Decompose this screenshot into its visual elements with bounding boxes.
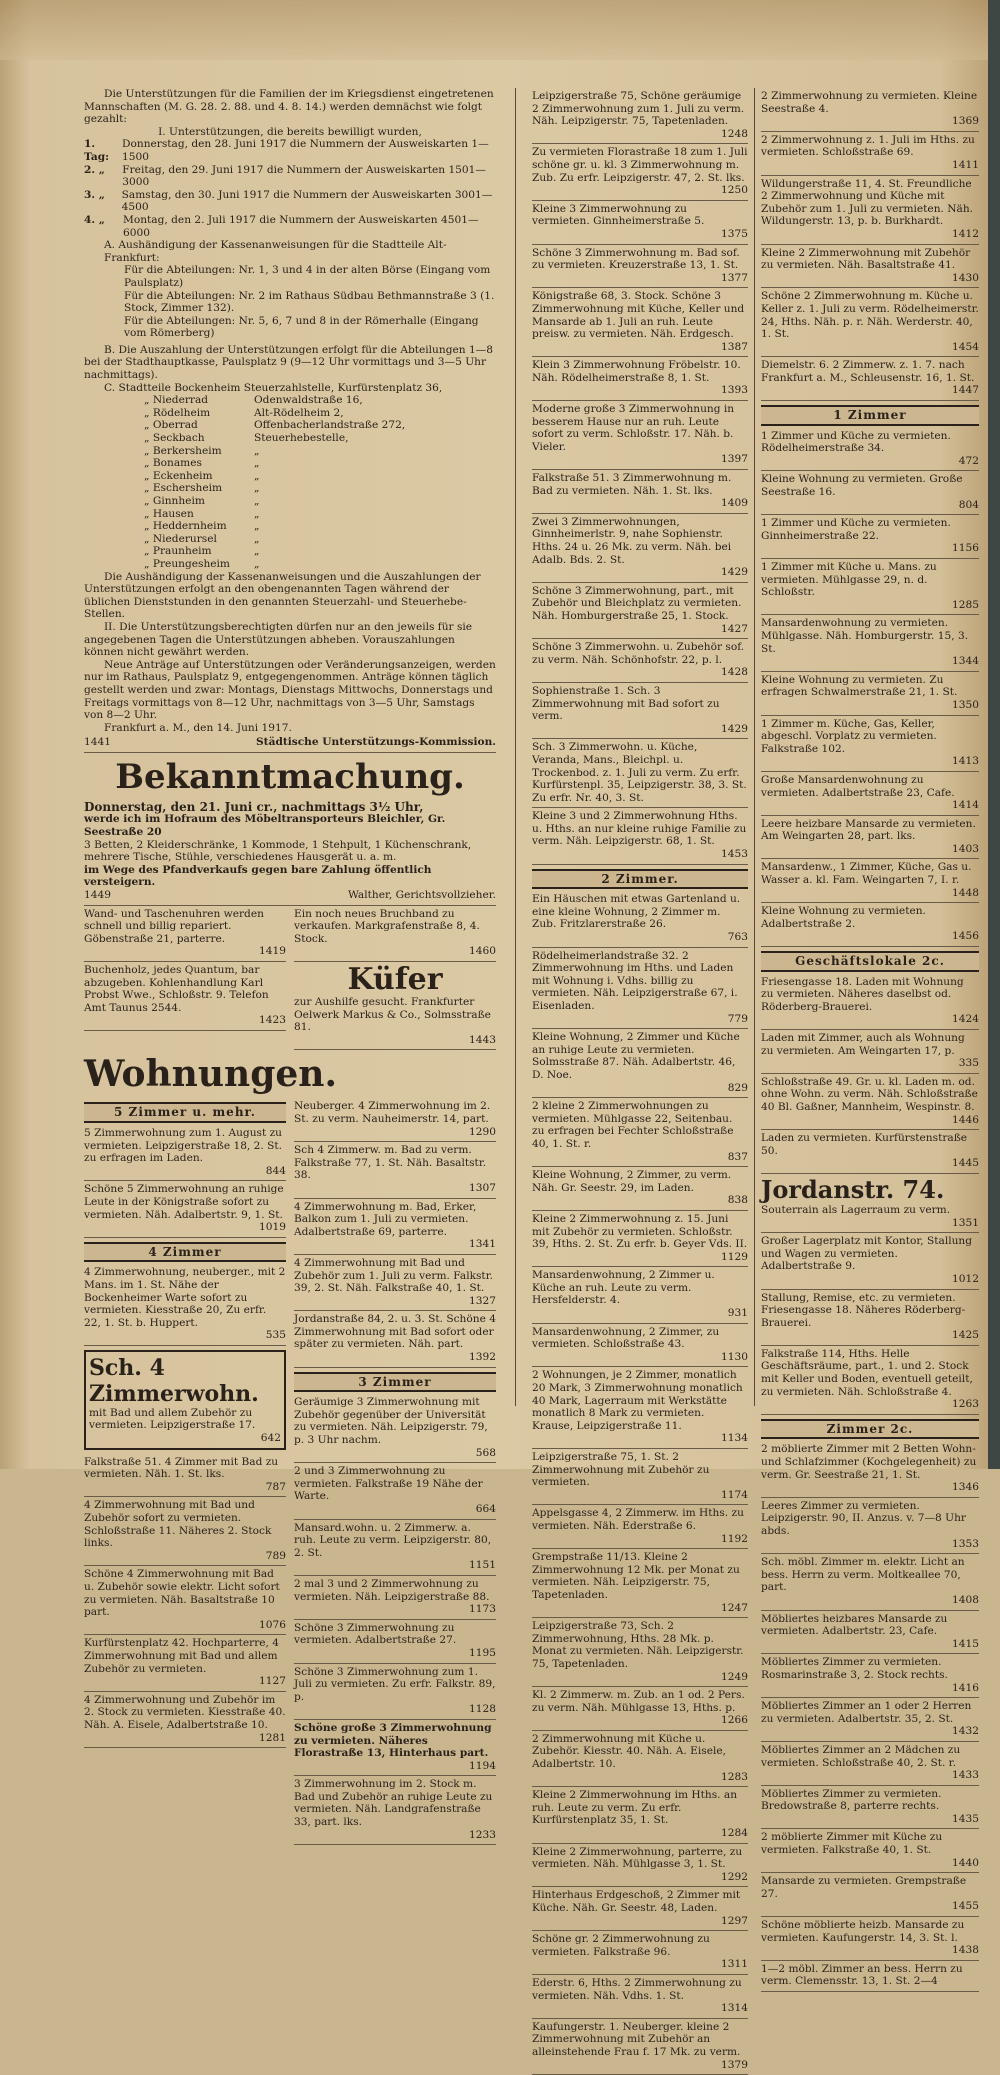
district-row: „ Hausen „ — [144, 507, 260, 520]
listing: 4 Zimmerwohnung mit Bad und Zubehör sofort zu vermieten. Schloßstraße 11. Näheres 2. Stock links. 789 — [84, 1497, 286, 1566]
ad-number: 472 — [958, 454, 979, 467]
listing — [532, 1618, 748, 1687]
listing-text: Wildungerstraße 11, 4. St. Freundliche 2 Zimmerwohnung und Küche mit Zubehör zum 1. Juli zu vermieten. Näh. Wildungerstr. 13, p. b. Burkhardt. — [761, 177, 974, 228]
listing-text: Ederstr. 6, Hths. 2 Zimmerwohnung zu vermieten. Näh. Vdhs. 1. St. — [532, 1976, 742, 2002]
section-I: I. Unterstützungen, die bereits bewilligt wurden, — [158, 125, 422, 138]
listing-text: Leipzigerstraße 75, Schöne geräumige 2 Zimmerwohnung zum 1. Juli zu verm. Näh. Leipzigerstr. 75, Tapetenladen. — [532, 90, 745, 128]
listing-text: Schöne 3 Zimmerwohnung, part., mit Zubehör und Bleichplatz zu vermieten. Näh. Homburgerstraße 25, 1. Stock. — [532, 584, 742, 622]
listing — [761, 974, 979, 1030]
ad-number: 1263 — [952, 1398, 979, 1411]
listing: 3 Zimmerwohnung im 2. Stock m. Bad und Zubehör an ruhige Leute zu vermieten. Näh. Landgrafenstraße 33, part. lks. 1233 — [294, 1776, 496, 1845]
listing-text: Zu vermieten Florastraße 18 zum 1. Juli schöne gr. u. kl. 3 Zimmerwohnung m. Zub. Zu erfr. Leipzigerstr. 47, 2. St. lks. — [532, 146, 748, 184]
payment-day: 2. „ Freitag, den 29. Juni 1917 die Nummern der Ausweiskarten 1501—3000 — [84, 163, 486, 189]
listing — [532, 2019, 748, 2075]
listing-text: Klein 3 Zimmerwohnung Fröbelstr. 10. Näh. Rödelheimerstraße 8, 1. St. — [532, 359, 741, 384]
listing — [761, 132, 979, 176]
listing-text: Schloßstraße 49. Gr. u. kl. Laden m. od. ohne Wohn. zu verm. Näh. Schloßstraße 40 Bl. Gaßner, Mannheim, Wespinstr. 8. — [761, 1075, 978, 1113]
district-row: „ Niederrad Odenwaldstraße 16, — [144, 394, 363, 407]
ad-number: 1379 — [721, 2058, 748, 2071]
listing-text: Möbliertes Zimmer an 2 Mädchen zu vermieten. Schloßstraße 40, 2. St. r. — [761, 1743, 961, 1769]
wohnungen-title: Wohnungen. — [84, 1053, 337, 1096]
ad-number: 1447 — [952, 384, 979, 397]
listing-text: Falkstraße 51. 3 Zimmerwohnung m. Bad zu vermieten. Näh. 1. St. lks. — [532, 472, 732, 497]
listing — [532, 1975, 748, 2019]
listing — [761, 428, 979, 472]
ad-number: 1430 — [952, 271, 979, 284]
listing — [532, 1029, 748, 1098]
listing — [761, 1074, 979, 1130]
listing: Schöne 5 Zimmerwohnung an ruhige Leute in der Königstraße sofort zu vermieten. Näh. Adalbertstr. 9, 1. St. 1019 — [84, 1181, 286, 1237]
listing-text: 2 Zimmerwohnung zu vermieten. Kleine Seestraße 4. — [761, 90, 978, 115]
ad-number: 1375 — [721, 227, 748, 240]
district-row: „ Preungesheim „ — [144, 557, 260, 570]
listing — [761, 615, 979, 671]
district-row: „ Ginnheim „ — [144, 495, 260, 507]
ad-number: 1248 — [721, 127, 748, 140]
listing — [761, 672, 979, 716]
section-C: C. Stadtteile Bockenheim Steuerzahlstelle, Kurfürstenplatz 36, — [104, 381, 443, 394]
listing-text: Schöne 2 Zimmerwohnung m. Küche u. Keller z. 1. Juli zu verm. Rödelheimerstr. 24, Hths. Näh. p. r. Näh. Werderstr. 40, 1. St. — [761, 290, 979, 341]
ad-number: 1409 — [721, 497, 748, 510]
ad-number: 1403 — [952, 842, 979, 855]
wohnungen-columns — [84, 1098, 496, 1845]
ad-number: 763 — [727, 931, 748, 944]
ad-number: 1415 — [952, 1637, 979, 1650]
listing — [532, 1787, 748, 1843]
ad-number: 1435 — [952, 1812, 979, 1825]
listing-text: Kleine Wohnung zu vermieten. Große Seestraße 16. — [761, 473, 963, 499]
listing-text: Kleine Wohnung zu vermieten. Adalbertstraße 2. — [761, 905, 926, 930]
ad-number: 1446 — [952, 1113, 979, 1126]
listing — [761, 1346, 979, 1415]
listing-text: Mansardenw., 1 Zimmer, Küche, Gas u. Wasser a. kl. Fam. Weingarten 7, I. r. — [761, 861, 972, 887]
ad-number: 1351 — [952, 1216, 979, 1229]
listing — [532, 1931, 748, 1975]
listing — [532, 1449, 748, 1505]
listing-text: Mansarde zu vermieten. Grempstraße 27. — [761, 1875, 967, 1900]
listing: 2 mal 3 und 2 Zimmerwohnung zu vermieten. Näh. Leipzigerstraße 88. 1173 — [294, 1576, 496, 1620]
ad-number: 1455 — [952, 1900, 979, 1913]
listing-text: Leipzigerstraße 75, 1. St. 2 Zimmerwohnung mit Zubehör zu vermieten. — [532, 1451, 710, 1489]
ad-number: 1412 — [952, 227, 979, 240]
listing — [761, 288, 979, 357]
listing-text: Falkstraße 114, Hths. Helle Geschäftsräume, part., 1. und 2. Stock mit Keller und Boden, eventuell geteilt, zu vermieten. Näh. Schloßstraße 4. — [761, 1347, 973, 1398]
section-header-3-zimmer: 3 Zimmer — [294, 1372, 496, 1393]
listing — [532, 1098, 748, 1167]
ad-number: 1012 — [952, 1272, 979, 1285]
listing-text: Appelsgasse 4, 2 Zimmerw. im Hths. zu vermieten. Näh. Ederstraße 6. — [532, 1507, 744, 1532]
listing-text: Sch. möbl. Zimmer m. elektr. Licht an bess. Herrn zu verm. Moltkeallee 70, part. — [761, 1556, 965, 1594]
listing — [761, 1290, 979, 1346]
ad-number: 1453 — [721, 848, 748, 861]
payment-day: 3. „ Samstag, den 30. Juni 1917 die Nummern der Ausweiskarten 3001—4500 — [84, 188, 493, 214]
listing-text: Leipzigerstraße 73, Sch. 2 Zimmerwohnung, Hths. 28 Mk. p. Monat zu vermieten. Näh. Leipzigerstr. 75, Tapetenladen. — [532, 1620, 744, 1670]
ad-number: 1433 — [952, 1769, 979, 1782]
listing — [532, 1549, 748, 1618]
ad-number: 1369 — [952, 115, 979, 128]
ad-number: 1297 — [721, 1914, 748, 1927]
listing-text: Möbliertes Zimmer zu vermieten. Rosmarinstraße 3, 2. Stock rechts. — [761, 1656, 948, 1681]
listing-text: Möbliertes Zimmer zu vermieten. Bredowstraße 8, parterre rechts. — [761, 1787, 942, 1813]
listing: 4 Zimmerwohnung m. Bad, Erker, Balkon zum 1. Juli zu vermieten. Adalbertstraße 69, parterre. 1341 — [294, 1199, 496, 1255]
section-header: 1 Zimmer — [761, 405, 979, 426]
listing — [761, 1233, 979, 1289]
listing-text: Zwei 3 Zimmerwohnungen, Ginnheimerlstr. 9, nahe Sophienstr. Hths. 24 u. 26 Mk. zu verm. Näh. bei Adalb. Bds. 2. St. — [532, 515, 732, 566]
listing — [532, 1844, 748, 1888]
column-rule — [515, 88, 516, 1406]
listing — [532, 144, 748, 200]
listing-text: 2 Zimmerwohnung z. 1. Juli im Hths. zu vermieten. Schloßstraße 69. — [761, 133, 975, 159]
section-A-line: Für die Abteilungen: Nr. 2 im Rathaus Südbau Bethmannstraße 3 (1. Stock, Zimmer 132). — [124, 289, 495, 315]
listing — [761, 1174, 979, 1233]
ad-number: 1428 — [721, 666, 748, 679]
listing: 4 Zimmerwohnung und Zubehör im 2. Stock zu vermieten. Kiesstraße 40. Näh. A. Eisele, Adalbertstraße 10. 1281 — [84, 1692, 286, 1748]
listing-text: 2 möblierte Zimmer mit Küche zu vermieten. Falkstraße 40, 1. St. — [761, 1831, 943, 1857]
announcement-intro: Die Unterstützungen für die Familien der im Kriegsdienst eingetretenen Mannschaften (M. G. 28. 2. 88. und 4. 8. 14.) werden demnächst wie folgt gezahlt: — [84, 88, 494, 126]
listing — [532, 808, 748, 864]
listing: 4 Zimmerwohnung, neuberger., mit 2 Mans. im 1. St. Nähe der Bockenheimer Warte sofort zu vermieten. Kiesstraße 20, Zu erfr. 22, 1. St. b. Huppert. 535 — [84, 1264, 286, 1346]
ad-number: 1448 — [952, 886, 979, 899]
listing — [761, 1961, 979, 1992]
listing-text: Sch. 3 Zimmerwohn. u. Küche, Veranda, Mans., Bleichpl. u. Trockenbod. z. 1. Juli zu verm. Zu erfr. Kurfürstenpl. 35, Leipzigerstr. 38, 3. St. Zu erfr. Nr. 40, 3. St. — [532, 741, 747, 804]
ad-number: 779 — [727, 1012, 748, 1025]
district-row: „ Rödelheim Alt-Rödelheim 2, — [144, 406, 344, 419]
listing — [532, 245, 748, 289]
listing-text: Laden zu vermieten. Kurfürstenstraße 50. — [761, 1132, 968, 1157]
payment-day: 4. „ Montag, den 2. Juli 1917 die Nummern der Ausweiskarten 4501—6000 — [84, 213, 479, 239]
listing — [532, 1731, 748, 1787]
listing: Neuberger. 4 Zimmerwohnung im 2. St. zu verm. Nauheimerstr. 14, part. 1290 — [294, 1098, 496, 1142]
listing: Kurfürstenplatz 42. Hochparterre, 4 Zimmerwohnung mit Bad und allem Zubehör zu vermieten. 1127 — [84, 1635, 286, 1691]
district-row: „ Eckenheim „ — [144, 469, 260, 482]
ad-brennholz: Buchenholz, jedes Quantum, bar abzugeben. Kohlenhandlung Karl Probst Wwe., Schloßstr. 9. Telefon Amt Taunus 2544. 1423 — [84, 962, 286, 1031]
ad-number: 1156 — [952, 542, 979, 555]
ad-number: 1440 — [952, 1856, 979, 1869]
listing-text: Schöne gr. 2 Zimmerwohnung zu vermieten. Falkstraße 96. — [532, 1933, 710, 1958]
listing — [761, 1130, 979, 1174]
column-1 — [84, 88, 496, 1845]
column-3 — [761, 88, 979, 1992]
ad-number: 1408 — [952, 1593, 979, 1606]
listing — [532, 288, 748, 357]
ad-number: 1344 — [952, 655, 979, 668]
listing: Geräumige 3 Zimmerwohnung mit Zubehör gegenüber der Universität zu vermieten. Näh. Leipzigerstr. 79, p. 3 Uhr nachm. 568 — [294, 1394, 496, 1463]
ad-number: 1411 — [952, 158, 979, 171]
ad-number: 1284 — [721, 1827, 748, 1840]
listing-text: Mansardenwohnung, 2 Zimmer, zu vermieten. Schloßstraße 43. — [532, 1325, 720, 1351]
listing — [761, 515, 979, 559]
listing-text: Diemelstr. 6. 2 Zimmerw. z. 1. 7. nach Frankfurt a. M., Schleusenstr. 16, 1. St. — [761, 359, 975, 384]
signature-date: Frankfurt a. M., den 14. Juni 1917. — [104, 721, 292, 734]
listing — [761, 245, 979, 289]
closing-paragraph: Die Aushändigung der Kassenanweisungen und die Auszahlungen der Unterstützungen erfolgt an den obengenannten Tagen während der üblichen Dienststunden in den genannten Steuerzahl- und Steuerhebe-Stellen. — [84, 570, 481, 621]
listing — [532, 1687, 748, 1731]
ad-number: 1311 — [721, 1958, 748, 1971]
listing — [761, 1441, 979, 1497]
ad-number: 1414 — [952, 799, 979, 812]
listing-text: Leeres Zimmer zu vermieten. Leipzigerstr. 90, II. Anzus. v. 7—8 Uhr abds. — [761, 1499, 966, 1537]
listing — [761, 88, 979, 132]
listing-text: 1 Zimmer und Küche zu vermieten. Ginnheimerstraße 22. — [761, 517, 951, 542]
listing-text: Ein Häuschen mit etwas Gartenland u. eine kleine Wohnung, 2 Zimmer m. Zub. Fritzlarerstraße 26. — [532, 893, 741, 931]
ad-number: 1454 — [952, 340, 979, 353]
ad-number: 1266 — [721, 1714, 748, 1727]
listing: 4 Zimmerwohnung mit Bad und Zubehör zum 1. Juli zu verm. Falkstr. 39, 2. St. Näh. Falkstraße 40, 1. St. 1327 — [294, 1255, 496, 1311]
ad-bruchband: Ein noch neues Bruchband zu verkaufen. Markgrafenstraße 8, 4. Stock. 1460 — [294, 906, 496, 962]
payment-day: 1. Tag: Donnerstag, den 28. Juni 1917 die Nummern der Ausweiskarten 1—1500 — [84, 138, 489, 163]
section-header: Geschäftslokale 2c. — [761, 951, 979, 972]
district-row: „ Praunheim „ — [144, 545, 260, 558]
listing: Schöne 3 Zimmerwohnung zu vermieten. Adalbertstraße 27. 1195 — [294, 1620, 496, 1664]
ad-uhren: Wand- und Taschenuhren werden schnell und billig repariert. Göbenstraße 21, parterre. 1419 — [84, 906, 286, 962]
listing — [761, 1030, 979, 1074]
signature-org: Städtische Unterstützungs-Kommission. — [256, 736, 496, 749]
listing-text: Möbliertes heizbares Mansarde zu vermieten. Adalbertstr. 23, Cafe. — [761, 1612, 948, 1638]
listing — [532, 739, 748, 808]
listing-text: Kleine Wohnung zu vermieten. Zu erfragen Schwalmerstraße 21, 1. St. — [761, 673, 958, 699]
listing-text: Schöne möblierte heizb. Mansarde zu vermieten. Kaufungerstr. 14, 3. St. l. — [761, 1919, 965, 1944]
listing — [532, 401, 748, 470]
ad-number: 1424 — [952, 1013, 979, 1026]
section-header: Zimmer 2c. — [761, 1419, 979, 1440]
ad-number: 1445 — [952, 1157, 979, 1170]
listing-text: Rödelheimerlandstraße 32. 2 Zimmerwohnung im Hths. und Laden mit Wohnung i. Vdhs. billig zu vermieten. Näh. Leipzigerstraße 67, i. Eisenladen. — [532, 949, 738, 1012]
listing-text: 1 Zimmer m. Küche, Gas, Keller, abgeschl. Vorplatz zu vermieten. Falkstraße 102. — [761, 717, 937, 755]
listing — [532, 514, 748, 583]
listing-text: Kleine Wohnung, 2 Zimmer und Küche an ruhige Leute zu vermieten. Solmsstraße 87. Näh. Adalbertstr. 46, D. Noe. — [532, 1031, 740, 1081]
book-binding — [988, 0, 1000, 1469]
section-B: B. Die Auszahlung der Unterstützungen erfolgt für die Abteilungen 1—8 bei der Stadthauptkasse, Paulsplatz 9 (9—12 Uhr vormittags und 3—5 Uhr nachmittags). — [84, 343, 494, 382]
small-ads-row — [84, 906, 496, 1051]
section-II: II. Die Unterstützungsberechtigten dürfen nur an den jeweils für sie angegebenen Tagen die Unterstützungen abheben. Vorauszahlungen können nicht gewährt werden. — [84, 620, 473, 659]
listing — [761, 1829, 979, 1873]
ad-number: 1350 — [952, 698, 979, 711]
listing: Schöne 3 Zimmerwohnung zum 1. Juli zu vermieten. Zu erfr. Falkstr. 89, p. 1128 — [294, 1664, 496, 1720]
listing-text: Mansardenwohnung zu vermieten. Mühlgasse. Näh. Homburgerstr. 15, 3. St. — [761, 617, 969, 655]
listing: Jordanstraße 84, 2. u. 3. St. Schöne 4 Zimmerwohnung mit Bad sofort oder später zu vermieten. Näh. part. 1392 — [294, 1311, 496, 1367]
listing — [761, 1698, 979, 1742]
column-2 — [532, 88, 748, 2075]
ad-number: 829 — [727, 1081, 748, 1094]
ad-number: 1292 — [721, 1870, 748, 1883]
listing — [532, 1167, 748, 1211]
ad-kuefer: Küfer zur Aushilfe gesucht. Frankfurter Oelwerk Markus & Co., Solmsstraße 81. 1443 — [294, 962, 496, 1050]
ad-number: 1432 — [952, 1725, 979, 1738]
ad-number: 1174 — [721, 1488, 748, 1501]
listing-text: 2 Zimmerwohnung mit Küche u. Zubehör. Kiesstr. 40. Näh. A. Eisele, Adalbertstr. 10. — [532, 1732, 727, 1771]
ad-number: 1353 — [952, 1537, 979, 1550]
ad-number: 1247 — [721, 1601, 748, 1614]
listing — [761, 716, 979, 772]
ad-number: 1377 — [721, 271, 748, 284]
listing-text: 1 Zimmer mit Küche u. Mans. zu vermieten. Mühlgasse 29, n. d. Schloßstr. — [761, 561, 937, 599]
listing — [761, 1786, 979, 1830]
listing — [532, 683, 748, 739]
closing-paragraph-2: Neue Anträge auf Unterstützungen oder Veränderungsanzeigen, werden nur im Rathaus, Paulsplatz 9, entgegengenommen. Anträge können täglich gestellt werden und zwar: Montags, Dienstags Mittwochs, Donnerstags und Freitags vormittags von 8—12 Uhr, nachmittags von 3—5 Uhr, Samstags von 8—2 Uhr. — [84, 658, 496, 722]
signature-row — [84, 734, 496, 753]
ad-number: 1393 — [721, 384, 748, 397]
listing-text: Kaufungerstr. 1. Neuberger. kleine 2 Zimmerwohnung mit Zubehör an alleinstehende Frau f. 17 Mk. zu verm. — [532, 2020, 741, 2058]
listing: Sch 4 Zimmerw. m. Bad zu verm. Falkstraße 77, 1. St. Näh. Basaltstr. 38. 1307 — [294, 1142, 496, 1198]
listing-text: Leere heizbare Mansarde zu vermieten. Am Weingarten 28, part. lks. — [761, 817, 976, 843]
ad-number: 1314 — [721, 2002, 748, 2015]
listing-boxed: Sch. 4 Zimmerwohn. mit Bad und allem Zubehör zu vermieten. Leipzigerstraße 17. 642 — [84, 1350, 286, 1450]
listing-text: Mansardenwohnung, 2 Zimmer u. Küche an ruh. Leute zu verm. Hersfelderstr. 4. — [532, 1269, 715, 1307]
listing-text: Hinterhaus Erdgeschoß, 2 Zimmer mit Küche. Näh. Gr. Seestr. 48, Laden. — [532, 1889, 741, 1914]
listing — [532, 88, 748, 144]
section-header-4-zimmer: 4 Zimmer — [84, 1242, 286, 1263]
listing — [532, 470, 748, 514]
listing-text: 1 Zimmer und Küche zu vermieten. Rödelheimerstraße 34. — [761, 429, 951, 455]
ad-number: 1250 — [721, 184, 748, 197]
listing-text: Große Mansardenwohnung zu vermieten. Adalbertstraße 23, Cafe. — [761, 773, 955, 799]
section-header: 2 Zimmer. — [532, 869, 748, 890]
listing-text: Kl. 2 Zimmerw. m. Zub. an 1 od. 2 Pers. zu verm. Näh. Mühlgasse 13, Hths. p. — [532, 1689, 745, 1714]
section-A: A. Aushändigung der Kassenanweisungen für die Stadtteile Alt-Frankfurt: — [104, 239, 447, 264]
bekanntmachung-ad: Donnerstag, den 21. Juni cr., nachmittags 3½ Uhr, werde ich im Hofraum des Möbeltransporteurs Bleichler, Gr. Seestraße 20 3 Betten, 2 Kleiderschränke, 1 Kommode, 1 Stehpult, 1 Küchenschrank, mehrere Tische, Stühle, verschiedenes Hausgerät u. a. m. im Wege des Pfandverkaufs gegen bare Zahlung öffentlich versteigern. 1449 Walther, Gerichtsvollzieher. — [84, 799, 496, 906]
listing — [761, 176, 979, 245]
payment-days — [84, 138, 496, 239]
listing — [761, 903, 979, 947]
listing — [761, 1873, 979, 1917]
listing — [532, 1367, 748, 1449]
listing: 2 und 3 Zimmerwohnung zu vermieten. Falkstraße 19 Nähe der Warte. 664 — [294, 1463, 496, 1519]
ad-number: 1346 — [952, 1481, 979, 1494]
listing — [761, 1554, 979, 1610]
listing — [532, 1505, 748, 1549]
ad-number: 1249 — [721, 1670, 748, 1683]
listing — [761, 1917, 979, 1961]
section-A-line: Für die Abteilungen: Nr. 5, 6, 7 und 8 in der Römerhalle (Eingang vom Römerberg) — [124, 314, 479, 340]
district-row: „ Heddernheim „ — [144, 520, 260, 533]
bekanntmachung-title: Bekanntmachung. — [115, 756, 465, 797]
listing — [761, 1654, 979, 1698]
ad-number: 335 — [958, 1057, 979, 1070]
listing — [532, 948, 748, 1030]
listing-text: Stallung, Remise, etc. zu vermieten. Friesengasse 18. Näheres Röderberg-Brauerei. — [761, 1291, 966, 1329]
listing-text: 2 möblierte Zimmer mit 2 Betten Wohn- und Schlafzimmer (Kochgelegenheit) zu verm. Gr. Seestraße 21, 1. St. — [761, 1443, 977, 1481]
ad-number: 1129 — [721, 1250, 748, 1263]
listing — [532, 357, 748, 401]
listing — [532, 583, 748, 639]
listing — [761, 816, 979, 860]
district-row: „ Oberrad Offenbacherlandstraße 272, — [144, 419, 406, 432]
column-rule — [754, 88, 755, 1406]
listing — [761, 859, 979, 903]
listing-text: Großer Lagerplatz mit Kontor, Stallung und Wagen zu vermieten. Adalbertstraße 9. — [761, 1235, 973, 1273]
listing — [532, 639, 748, 683]
listing-text: Moderne große 3 Zimmerwohnung in besserem Hause nur an ruh. Leute sofort zu verm. Schloßstr. 17. Näh. b. Vieler. — [532, 403, 735, 453]
listing — [532, 891, 748, 947]
listing-text: Kleine 2 Zimmerwohnung im Hths. an ruh. Leute zu verm. Zu erfr. Kurfürstenplatz 35, 1. St. — [532, 1789, 738, 1827]
listing-text: 1—2 möbl. Zimmer an bess. Herrn zu verm. Clemensstr. 13, 1. St. 2—4 — [761, 1962, 963, 1988]
listing-text: Sophienstraße 1. Sch. 3 Zimmerwohnung mit Bad sofort zu verm. — [532, 684, 720, 723]
ad-number: 838 — [727, 1194, 748, 1207]
listing-text: Kleine Wohnung, 2 Zimmer, zu verm. Näh. Gr. Seestr. 29, im Laden. — [532, 1169, 732, 1194]
district-row: „ Bonames „ — [144, 457, 260, 470]
listing — [761, 357, 979, 401]
district-row: „ Niederursel „ — [144, 532, 260, 545]
listing — [761, 471, 979, 515]
listing — [532, 1267, 748, 1323]
ad-number: 1283 — [721, 1770, 748, 1783]
listing-text: Schöne 3 Zimmerwohnung m. Bad sof. zu vermieten. Kreuzerstraße 13, 1. St. — [532, 246, 740, 272]
listing-text: Kleine 3 Zimmerwohnung zu vermieten. Ginnheimerstraße 5. — [532, 202, 705, 228]
listing: Schöne große 3 Zimmerwohnung zu vermieten. Näheres Florastraße 13, Hinterhaus part. 1194 — [294, 1720, 496, 1776]
listing — [761, 1742, 979, 1786]
ad-number: 1387 — [721, 340, 748, 353]
ad-number: 804 — [958, 498, 979, 511]
district-row: „ Seckbach Steuerhebestelle, — [144, 432, 349, 445]
listing — [761, 772, 979, 816]
listing-text: Möbliertes Zimmer an 1 oder 2 Herren zu vermieten. Adalbertstr. 35, 2. St. — [761, 1700, 972, 1725]
ad-number: 931 — [727, 1307, 748, 1320]
district-list — [84, 394, 496, 570]
listing — [761, 559, 979, 615]
listing-text: Kleine 3 und 2 Zimmerwohnung Hths. u. Hths. an nur kleine ruhige Familie zu verm. Näh. Leipzigerstr. 68, 1. St. — [532, 810, 747, 848]
ad-number: 837 — [727, 1150, 748, 1163]
district-row: „ Berkersheim „ — [144, 444, 260, 457]
ad-number: 1441 — [84, 736, 111, 749]
listing — [532, 1887, 748, 1931]
section-A-line: Für die Abteilungen: Nr. 1, 3 und 4 in der alten Börse (Eingang vom Paulsplatz) — [124, 264, 491, 289]
listing-text: Schöne 3 Zimmerwohn. u. Zubehör sof. zu verm. Näh. Schönhofstr. 22, p. l. — [532, 641, 745, 666]
listing — [761, 1498, 979, 1554]
listing — [761, 1611, 979, 1655]
listing-text: 2 kleine 2 Zimmerwohnungen zu vermieten. Mühlgasse 22, Seitenbau. zu erfragen bei Fechter Schloßstraße 40, 1. St. r. — [532, 1100, 734, 1150]
ad-number: 1429 — [721, 722, 748, 735]
ad-number: 1425 — [952, 1329, 979, 1342]
listing — [532, 1324, 748, 1368]
district-row: „ Eschersheim „ — [144, 482, 260, 495]
ad-number: 1416 — [952, 1681, 979, 1694]
listing-text: Kleine 2 Zimmerwohnung mit Zubehör zu vermieten. Näh. Basaltstraße 41. — [761, 246, 971, 272]
listing-text: Grempstraße 11/13. Kleine 2 Zimmerwohnung 12 Mk. per Monat zu vermieten. Näh. Leipzigerstr. 75, Tapetenladen. — [532, 1551, 740, 1601]
listing-text: Königstraße 68, 3. Stock. Schöne 3 Zimmerwohnung mit Küche, Keller und Mansarde ab 1. Juli an ruh. Leute preisw. zu vermieten. Näh. Erdgesch. — [532, 290, 745, 341]
listing-text: 2 Wohnungen, je 2 Zimmer, monatlich 20 Mark, 3 Zimmerwohnung monatlich 40 Mark, Lagerraum mit Werkstätte monatlich 8 Mark zu vermieten. Krause, Leipzigerstraße 11. — [532, 1369, 743, 1432]
listing — [532, 1211, 748, 1267]
listing-text: Kleine 2 Zimmerwohnung z. 15. Juni mit Zubehör zu vermieten. Schloßstr. 39, Hths. 2. St. Zu erfr. b. Geyer Vds. II. — [532, 1212, 748, 1251]
ad-number: 1456 — [952, 930, 979, 943]
paper-edge-shadow — [0, 0, 1000, 60]
section-header-5-zimmer: 5 Zimmer u. mehr. — [84, 1102, 286, 1123]
ad-number: 1397 — [721, 453, 748, 466]
listing-text: Friesengasse 18. Laden mit Wohnung zu vermieten. Näheres daselbst od. Röderberg-Brauerei. — [761, 975, 964, 1013]
listing-text: Kleine 2 Zimmerwohnung, parterre, zu vermieten. Näh. Mühlgasse 3, 1. St. — [532, 1845, 743, 1871]
ad-number: 1413 — [952, 755, 979, 768]
ad-number: 1192 — [721, 1532, 748, 1545]
listing-text: Laden mit Zimmer, auch als Wohnung zu vermieten. Am Weingarten 17, p. — [761, 1032, 965, 1057]
listing: Falkstraße 51. 4 Zimmer mit Bad zu vermieten. Näh. 1. St. lks. 787 — [84, 1454, 286, 1498]
ad-number: 1134 — [721, 1432, 748, 1445]
listing: Mansard.wohn. u. 2 Zimmerw. a. ruh. Leute zu verm. Leipzigerstr. 80, 2. St. 1151 — [294, 1520, 496, 1576]
listing: Schöne 4 Zimmerwohnung mit Bad u. Zubehör sowie elektr. Licht sofort zu vermieten. Näh. Basaltstraße 10 part. 1076 — [84, 1566, 286, 1635]
listing — [532, 201, 748, 245]
listing-headline: Jordanstr. 74. — [761, 1174, 945, 1204]
ad-number: 1130 — [721, 1350, 748, 1363]
ad-number: 1438 — [952, 1944, 979, 1957]
listing-text: Souterrain als Lagerraum zu verm. — [761, 1203, 951, 1216]
ad-number: 1429 — [721, 566, 748, 579]
listing: 5 Zimmerwohnung zum 1. August zu vermieten. Leipzigerstraße 18, 2. St. zu erfragen im Laden. 844 — [84, 1125, 286, 1181]
ad-number: 1285 — [952, 598, 979, 611]
ad-number: 1427 — [721, 622, 748, 635]
